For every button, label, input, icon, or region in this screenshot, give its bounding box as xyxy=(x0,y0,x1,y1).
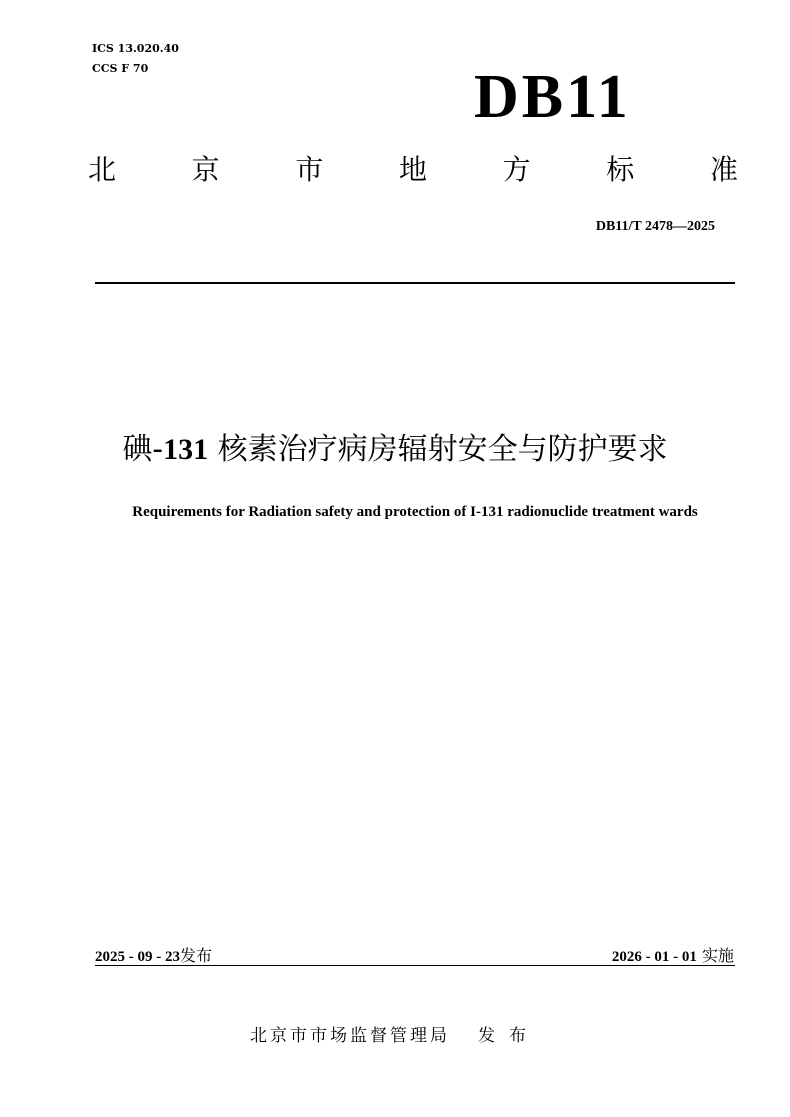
implement-label: 实施 xyxy=(701,946,734,965)
standard-type-heading xyxy=(88,153,738,186)
implement-date-line xyxy=(612,943,734,966)
standard-type-char: 京 xyxy=(191,153,220,186)
top-divider xyxy=(95,282,735,284)
standard-type-char: 方 xyxy=(502,153,531,186)
ics-code: ICS 13.020.40 xyxy=(92,42,179,55)
issue-date-line xyxy=(95,943,212,966)
issuer-line xyxy=(0,1021,790,1046)
standard-type-char: 市 xyxy=(295,153,324,186)
title-number: 131 xyxy=(163,433,209,466)
bottom-divider xyxy=(95,965,735,966)
standard-type-char: 准 xyxy=(709,153,738,186)
issue-label: 发布 xyxy=(180,946,213,965)
standard-type-char: 标 xyxy=(606,153,635,186)
issue-date: 2025 - 09 - 23 xyxy=(95,949,180,965)
publish-label: 发布 xyxy=(478,1026,540,1046)
standard-number: DB11/T 2478—2025 xyxy=(595,219,715,234)
english-title: Requirements for Radiation safety and protection of I-131 radionuclide treatment wards xyxy=(132,504,698,520)
chinese-title xyxy=(0,432,790,468)
standard-mark: DB11 xyxy=(474,63,631,131)
standard-type-char: 地 xyxy=(398,153,427,186)
title-suffix: 核素治疗病房辐射安全与防护要求 xyxy=(208,432,668,467)
standard-type-char: 北 xyxy=(88,153,117,186)
implement-date: 2026 - 01 - 01 xyxy=(611,949,697,965)
issuer-name: 北京市市场监督管理局 xyxy=(250,1026,450,1046)
ccs-code: CCS F 70 xyxy=(92,62,149,75)
title-prefix: 碘- xyxy=(122,432,164,467)
